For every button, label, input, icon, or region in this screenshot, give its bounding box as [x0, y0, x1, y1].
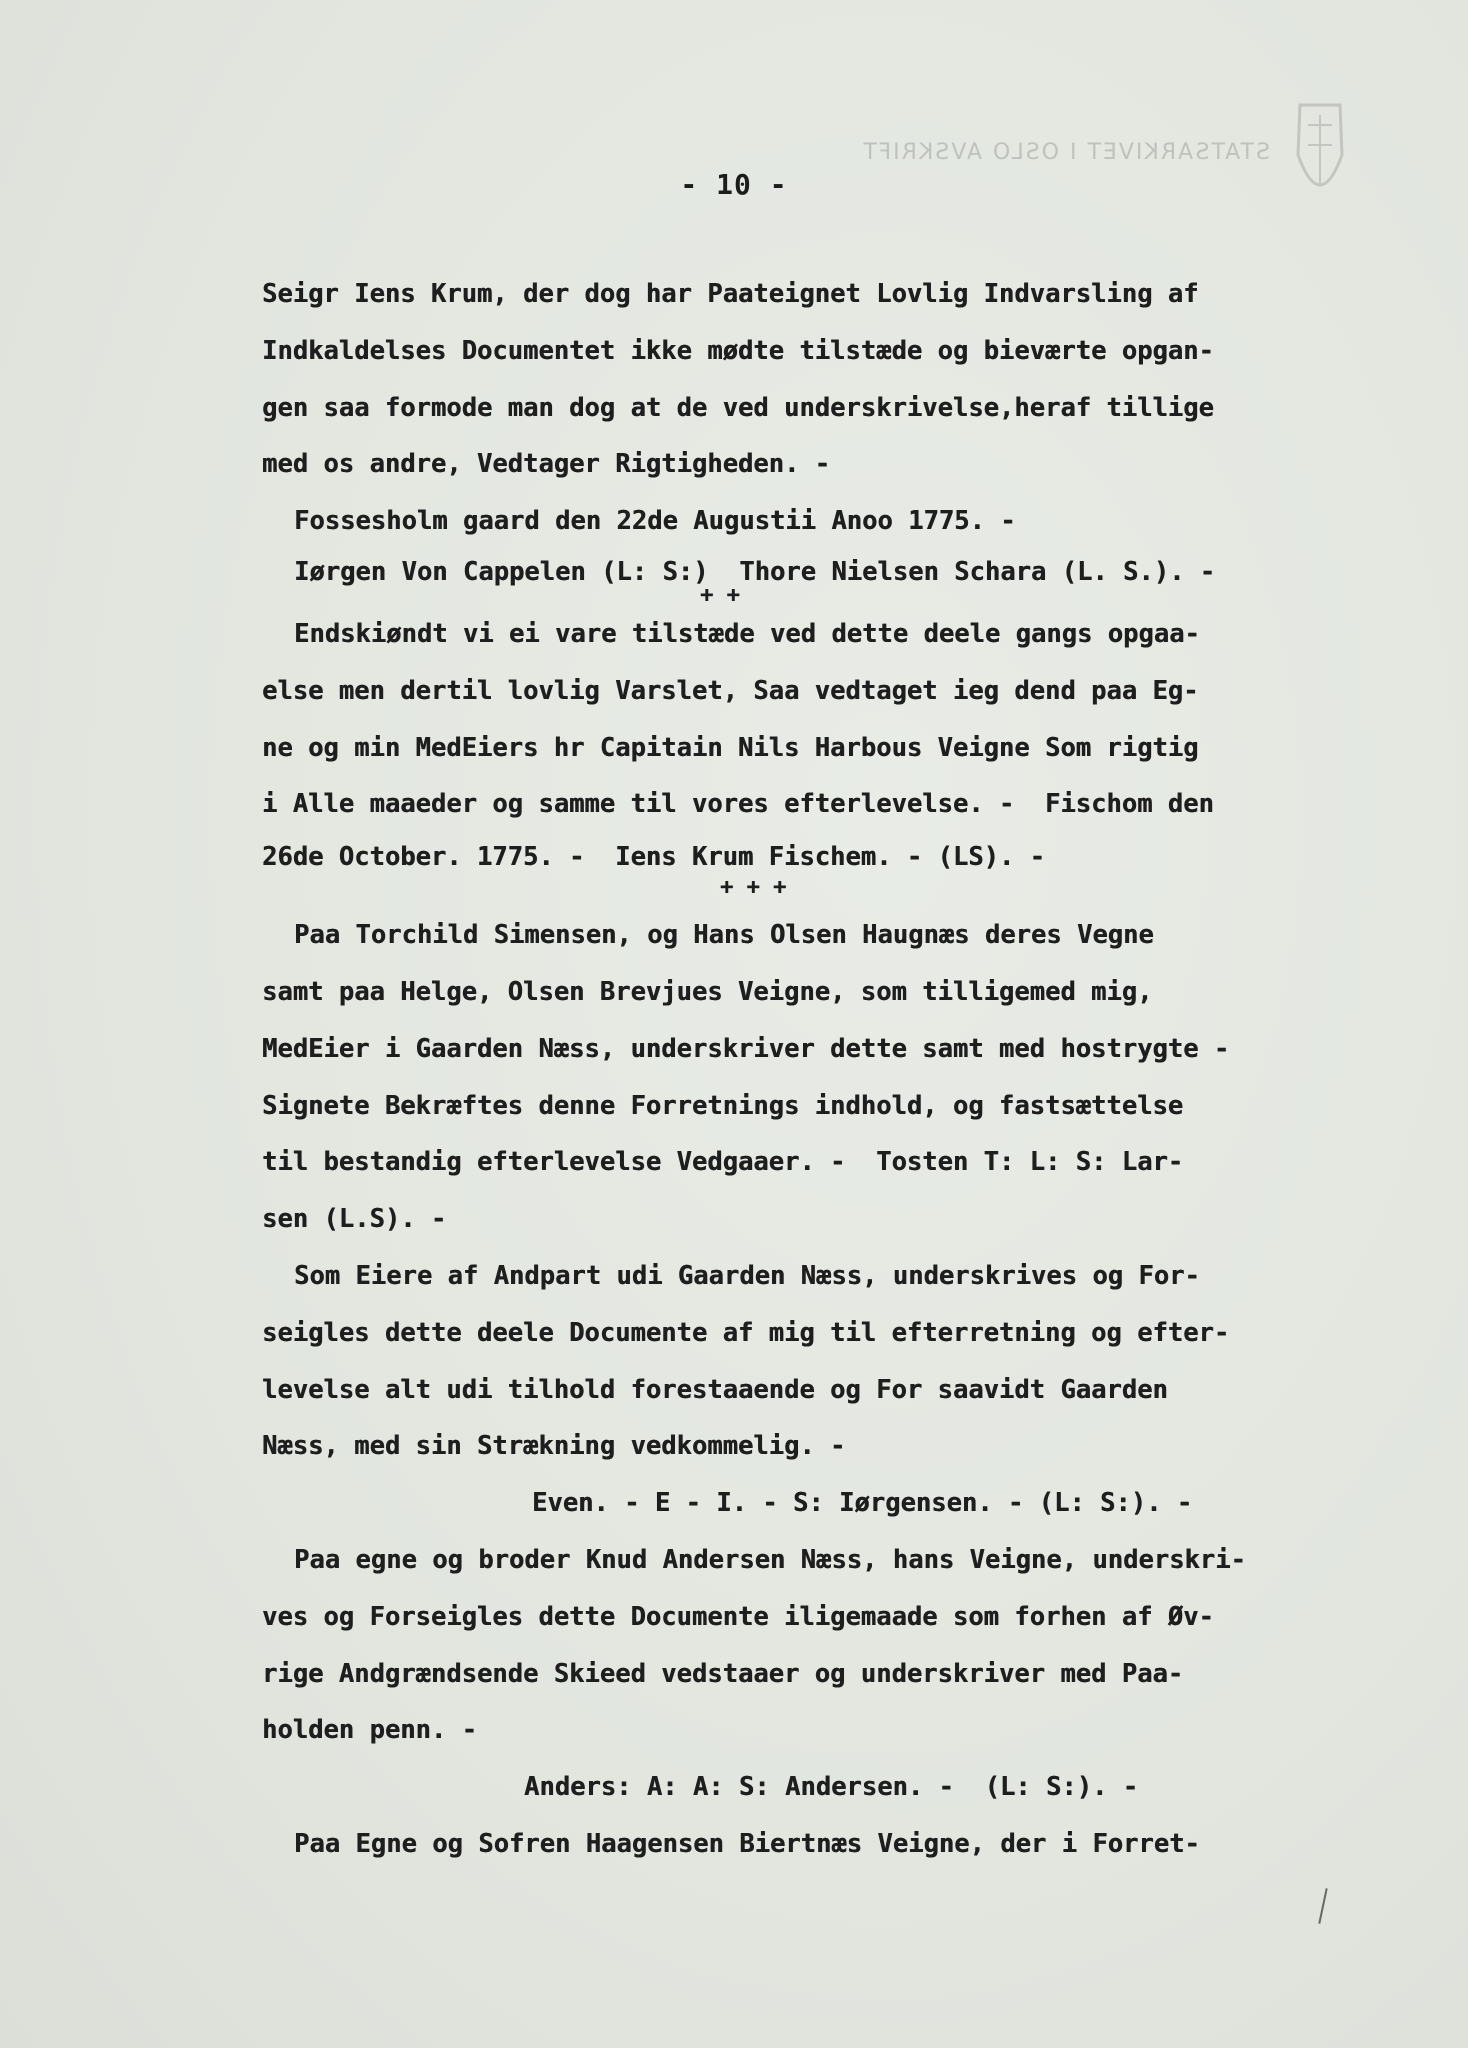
signature-line: Even. - E - I. - S: Iørgensen. - (L: S:). -: [532, 1488, 1193, 1519]
text-line: ves og Forseigles dette Documente iligemaade som forhen af Øv-: [262, 1601, 1214, 1632]
text-line: Næss, med sin Strækning vedkommelig. -: [262, 1431, 846, 1462]
text-line: rige Andgrændsende Skieed vedstaaer og underskriver med Paa-: [262, 1658, 1184, 1689]
text-line: Seigr Iens Krum, der dog har Paateignet Lovlig Indvarsling af: [262, 279, 1199, 309]
text-line: MedEier i Gaarden Næss, underskriver dette samt med hostrygte -: [262, 1033, 1230, 1064]
text-line: Endskiøndt vi ei vare tilstæde ved dette deele gangs opgaa-: [294, 618, 1200, 649]
separator: + + +: [720, 875, 787, 901]
text-line: holden penn. -: [262, 1715, 477, 1746]
text-line: til bestandig efterlevelse Vedgaaer. - Tosten T: L: S: Lar-: [262, 1147, 1184, 1178]
text-line: ne og min MedEiers hr Capitain Nils Harbous Veigne Som rigtig: [262, 732, 1199, 763]
text-line: seigles dette deele Documente af mig til efterretning og efter-: [262, 1317, 1230, 1348]
text-line: Paa Egne og Sofren Haagensen Biertnæs Veigne, der i Forret-: [294, 1828, 1200, 1859]
text-line: samt paa Helge, Olsen Brevjues Veigne, som tilligemed mig,: [262, 976, 1153, 1007]
archive-stamp: STATSARKIVET I OSLO AVSKRIFT: [861, 140, 1270, 165]
separator: + +: [700, 582, 740, 608]
text-line: Paa Torchild Simensen, og Hans Olsen Haugnæs deres Vegne: [294, 920, 1154, 951]
text-line: gen saa formode man dog at de ved underskrivelse,heraf tillige: [262, 392, 1214, 423]
text-line: Signete Bekræftes denne Forretnings indhold, og fastsættelse: [262, 1090, 1184, 1121]
page-number: - 10 -: [680, 168, 788, 201]
signature-line: Anders: A: A: S: Andersen. - (L: S:). -: [524, 1772, 1139, 1803]
text-line: Som Eiere af Andpart udi Gaarden Næss, underskrives og For-: [294, 1260, 1200, 1291]
margin-mark: [1318, 1888, 1327, 1924]
text-line: Iørgen Von Cappelen (L: S:) Thore Nielsen Schara (L. S.). -: [294, 556, 1216, 587]
text-line: Indkaldelses Documentet ikke mødte tilstæde og bieværte opgan-: [262, 335, 1214, 366]
text-line: Paa egne og broder Knud Andersen Næss, hans Veigne, underskri-: [294, 1544, 1246, 1575]
text-line: else men dertil lovlig Varslet, Saa vedtaget ieg dend paa Eg-: [262, 675, 1199, 706]
text-line: 26de October. 1775. - Iens Krum Fischem. - (LS). -: [262, 842, 1045, 873]
text-line: levelse alt udi tilhold forestaaende og For saavidt Gaarden: [262, 1374, 1168, 1405]
text-line: Fossesholm gaard den 22de Augustii Anoo 1775. -: [294, 506, 1016, 537]
text-line: i Alle maaeder og samme til vores efterlevelse. - Fischom den: [262, 789, 1214, 820]
text-line: sen (L.S). -: [262, 1204, 447, 1235]
crest-icon: [1290, 95, 1350, 225]
text-line: med os andre, Vedtager Rigtigheden. -: [262, 449, 831, 480]
document-body: [262, 266, 1402, 1873]
